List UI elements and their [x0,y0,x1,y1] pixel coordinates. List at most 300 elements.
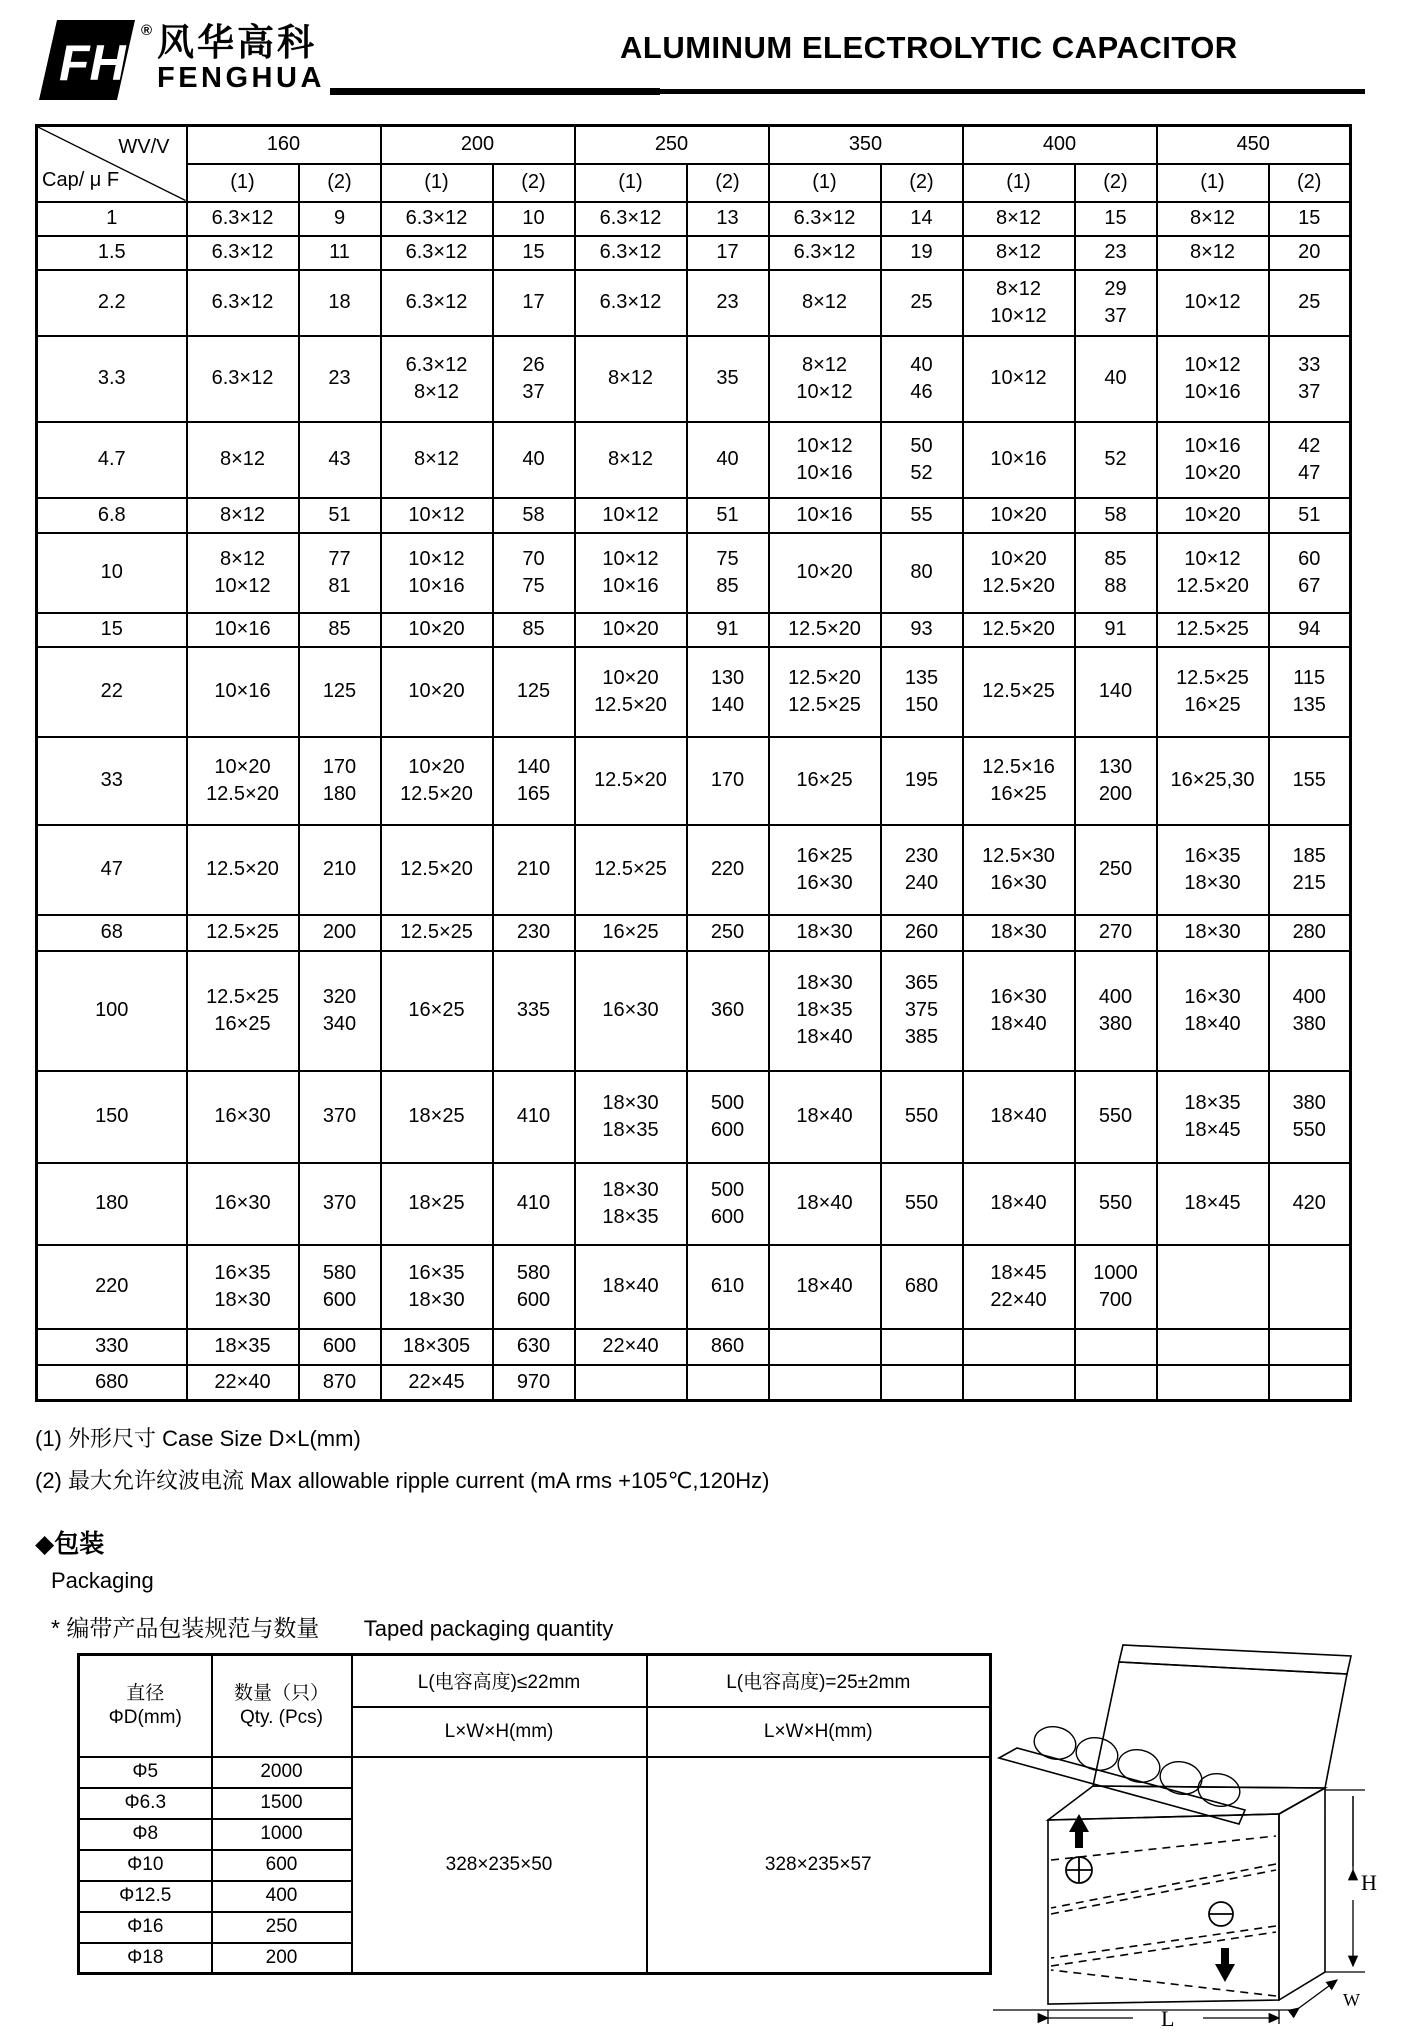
ripple-current-cell: 500 600 [687,1071,769,1163]
case-size-cell: 6.3×12 [381,270,493,336]
table-row [37,737,1351,825]
cap-value-cell: 1 [37,202,187,236]
case-size-cell: 10×16 [769,498,881,533]
ripple-current-cell: 9 [299,202,381,236]
case-size-cell: 8×12 [1157,236,1269,270]
table-row [37,1245,1351,1329]
ripple-current-cell: 125 [299,647,381,737]
ripple-current-cell: 250 [687,915,769,951]
case-size-cell: 12.5×25 [575,825,687,915]
case-size-cell: 16×25 [769,737,881,825]
case-size-cell: 18×30 [1157,915,1269,951]
ripple-current-cell: 610 [687,1245,769,1329]
case-size-cell: 6.3×12 [187,336,299,422]
ripple-current-cell: 26 37 [493,336,575,422]
case-size-cell: 16×30 18×40 [1157,951,1269,1071]
case-size-cell: 10×16 [187,613,299,647]
case-size-cell [1157,1365,1269,1401]
case-size-cell: 12.5×30 16×30 [963,825,1075,915]
ripple-current-cell: 94 [1269,613,1351,647]
case-size-cell: 10×16 [963,422,1075,498]
case-size-cell: 12.5×20 12.5×25 [769,647,881,737]
cap-value-cell: 180 [37,1163,187,1245]
ripple-current-cell: 14 [881,202,963,236]
cap-value-cell: 22 [37,647,187,737]
note-ripple-current: (2) 最大允许纹波电流 Max allowable ripple current (mA rms +105℃,120Hz) [35,1468,770,1493]
box-size-25-cell: 328×235×57 [647,1757,991,1974]
case-size-cell: 18×30 [963,915,1075,951]
case-size-cell: 16×25 16×30 [769,825,881,915]
registered-trademark-icon: ® [141,22,153,39]
ripple-current-cell: 410 [493,1163,575,1245]
ripple-current-cell: 115 135 [1269,647,1351,737]
quantity-cell: 400 [212,1881,352,1912]
diameter-cell: Φ10 [79,1850,212,1881]
case-size-cell: 6.3×12 [187,202,299,236]
case-size-cell: 10×20 12.5×20 [575,647,687,737]
svg-text:FH: FH [59,35,126,91]
case-size-cell: 18×30 18×35 [575,1163,687,1245]
voltage-header: 250 [575,126,769,164]
ripple-current-cell: 19 [881,236,963,270]
case-size-cell: 16×30 [575,951,687,1071]
cap-value-cell: 3.3 [37,336,187,422]
ripple-current-cell: 365 375 385 [881,951,963,1071]
ripple-current-cell: 380 550 [1269,1071,1351,1163]
subheader-cell: (2) [1075,164,1157,202]
diameter-cell: Φ12.5 [79,1881,212,1912]
case-size-cell [1157,1329,1269,1365]
subtitle-english: Taped packaging quantity [363,1616,614,1641]
table-row [37,1329,1351,1365]
ripple-current-cell: 410 [493,1071,575,1163]
subheader-cell: (1) [769,164,881,202]
case-size-cell: 18×35 18×45 [1157,1071,1269,1163]
case-size-cell: 18×30 18×35 [575,1071,687,1163]
case-size-cell: 10×16 [187,647,299,737]
case-size-cell: 18×45 22×40 [963,1245,1075,1329]
ripple-current-cell [687,1365,769,1401]
ripple-current-cell: 23 [687,270,769,336]
ripple-table [35,124,1352,1402]
down-arrow-icon [1215,1948,1235,1982]
case-size-cell [769,1365,881,1401]
case-size-cell: 10×12 10×16 [575,533,687,613]
ripple-current-cell: 85 [299,613,381,647]
quantity-cell: 1500 [212,1788,352,1819]
ripple-current-cell: 860 [687,1329,769,1365]
ripple-current-cell: 185 215 [1269,825,1351,915]
ripple-current-cell: 140 165 [493,737,575,825]
case-size-cell [963,1329,1075,1365]
ripple-current-cell [881,1365,963,1401]
voltage-header: 350 [769,126,963,164]
ripple-current-cell: 23 [1075,236,1157,270]
case-size-cell: 6.3×12 [187,270,299,336]
case-size-cell: 12.5×25 16×25 [187,951,299,1071]
case-size-cell: 10×12 10×16 [381,533,493,613]
case-size-cell: 8×12 [575,422,687,498]
ripple-current-cell: 360 [687,951,769,1071]
packaging-table [77,1653,992,1975]
ripple-current-cell: 55 [881,498,963,533]
table-row [37,951,1351,1071]
ripple-current-cell: 85 88 [1075,533,1157,613]
case-size-cell [1157,1245,1269,1329]
ripple-current-cell: 370 [299,1071,381,1163]
voltage-header: 450 [1157,126,1351,164]
case-size-cell: 18×25 [381,1071,493,1163]
case-size-cell: 10×12 [963,336,1075,422]
case-size-cell: 18×40 [769,1245,881,1329]
subheader-cell: (2) [881,164,963,202]
case-size-cell: 8×12 [381,422,493,498]
case-size-cell: 10×20 [381,647,493,737]
quantity-cell: 200 [212,1943,352,1974]
ripple-current-cell [1075,1329,1157,1365]
case-size-cell: 8×12 [769,270,881,336]
dimension-label-l: L [1161,2006,1175,2031]
case-size-cell: 12.5×20 [963,613,1075,647]
case-size-cell: 18×40 [575,1245,687,1329]
case-size-cell: 6.3×12 [575,202,687,236]
table-row [37,1071,1351,1163]
case-size-cell: 10×20 [381,613,493,647]
case-size-cell: 18×40 [769,1163,881,1245]
ripple-current-cell: 23 [299,336,381,422]
cap-value-cell: 68 [37,915,187,951]
ripple-current-cell: 17 [687,236,769,270]
case-size-cell: 10×12 [1157,270,1269,336]
ripple-current-cell: 970 [493,1365,575,1401]
case-size-cell: 16×35 18×30 [1157,825,1269,915]
ripple-current-cell [1075,1365,1157,1401]
ripple-current-cell: 370 [299,1163,381,1245]
table-notes [35,1418,1365,1502]
case-size-cell: 18×40 [963,1163,1075,1245]
ripple-current-cell [881,1329,963,1365]
case-size-cell: 8×12 10×12 [963,270,1075,336]
ripple-current-cell: 580 600 [299,1245,381,1329]
corner-voltage-label: WV/V [118,136,170,158]
case-size-cell: 22×45 [381,1365,493,1401]
ripple-current-cell: 70 75 [493,533,575,613]
logo-name-english: FENGHUA [157,62,325,94]
cap-value-cell: 4.7 [37,422,187,498]
ripple-current-cell: 320 340 [299,951,381,1071]
box-lid-fold [1119,1645,1351,1674]
ripple-current-cell: 580 600 [493,1245,575,1329]
subheader-cell: (1) [963,164,1075,202]
case-size-cell: 18×40 [769,1071,881,1163]
ripple-current-cell: 35 [687,336,769,422]
ripple-current-cell: 15 [1075,202,1157,236]
case-size-cell: 22×40 [187,1365,299,1401]
case-size-cell: 16×30 18×40 [963,951,1075,1071]
ripple-current-cell: 40 [687,422,769,498]
ripple-current-cell: 13 [687,202,769,236]
subheader-cell: (1) [1157,164,1269,202]
ripple-current-cell: 1000 700 [1075,1245,1157,1329]
ripple-current-cell: 280 [1269,915,1351,951]
ripple-current-cell: 260 [881,915,963,951]
diameter-cell: Φ6.3 [79,1788,212,1819]
ripple-current-cell: 43 [299,422,381,498]
case-size-cell: 10×12 [381,498,493,533]
ripple-current-cell: 91 [1075,613,1157,647]
case-size-cell: 12.5×25 [187,915,299,951]
voltage-header: 200 [381,126,575,164]
ripple-current-cell: 11 [299,236,381,270]
case-size-cell: 16×35 18×30 [187,1245,299,1329]
ripple-current-cell: 77 81 [299,533,381,613]
ripple-current-cell: 250 [1075,825,1157,915]
table-row [37,1163,1351,1245]
ripple-current-cell: 25 [881,270,963,336]
ripple-current-cell: 50 52 [881,422,963,498]
ripple-current-cell: 230 [493,915,575,951]
subheader-cell: (2) [1269,164,1351,202]
ripple-current-cell: 40 [1075,336,1157,422]
ripple-current-cell: 600 [299,1329,381,1365]
cap-value-cell: 2.2 [37,270,187,336]
ripple-current-cell: 500 600 [687,1163,769,1245]
case-size-cell: 10×20 [769,533,881,613]
ripple-current-cell: 125 [493,647,575,737]
logo-name-chinese: 风华高科 [157,22,317,63]
subheader-cell: (2) [299,164,381,202]
diameter-header: 直径 ΦD(mm) [79,1655,212,1757]
ripple-current-cell: 200 [299,915,381,951]
voltage-header-row [37,126,1351,164]
case-size-cell: 8×12 [187,498,299,533]
ripple-current-cell: 93 [881,613,963,647]
ripple-current-cell: 130 200 [1075,737,1157,825]
ripple-current-cell: 40 [493,422,575,498]
ripple-current-cell [1269,1365,1351,1401]
case-size-cell: 18×30 [769,915,881,951]
case-size-cell: 12.5×20 [187,825,299,915]
cap-value-cell: 15 [37,613,187,647]
case-size-cell: 18×30 18×35 18×40 [769,951,881,1071]
ripple-current-cell: 15 [1269,202,1351,236]
case-size-cell: 16×35 18×30 [381,1245,493,1329]
cap-value-cell: 680 [37,1365,187,1401]
case-size-cell: 8×12 10×12 [187,533,299,613]
case-size-cell: 18×40 [963,1071,1075,1163]
corner-capacitance-label: Cap/ μ F [42,168,120,191]
case-size-cell: 10×20 12.5×20 [187,737,299,825]
logo-text [157,24,325,93]
ripple-current-cell: 420 [1269,1163,1351,1245]
case-size-cell: 8×12 10×12 [769,336,881,422]
case-size-cell: 8×12 [1157,202,1269,236]
case-size-cell: 6.3×12 [187,236,299,270]
case-size-cell: 16×25,30 [1157,737,1269,825]
ripple-current-cell: 75 85 [687,533,769,613]
case-size-cell: 12.5×20 [381,825,493,915]
cap-value-cell: 47 [37,825,187,915]
case-size-cell: 12.5×20 [575,737,687,825]
ripple-current-cell: 51 [687,498,769,533]
ripple-current-cell: 155 [1269,737,1351,825]
ripple-current-cell: 550 [881,1071,963,1163]
ripple-current-cell: 20 [1269,236,1351,270]
table-row [37,1365,1351,1401]
case-size-cell: 6.3×12 [769,236,881,270]
quantity-cell: 250 [212,1912,352,1943]
packaging-block [35,1610,1377,2031]
height-le22-header: L(电容高度)≤22mm [352,1655,647,1707]
case-size-cell: 8×12 [963,236,1075,270]
table-row [37,202,1351,236]
case-size-cell: 12.5×16 16×25 [963,737,1075,825]
lwh-header-1: L×W×H(mm) [352,1707,647,1757]
subheader-cell: (2) [687,164,769,202]
table-row [37,613,1351,647]
case-size-cell: 6.3×12 8×12 [381,336,493,422]
quantity-cell: 1000 [212,1819,352,1850]
ripple-current-cell: 550 [1075,1163,1157,1245]
case-size-cell: 12.5×25 [381,915,493,951]
quantity-cell: 600 [212,1850,352,1881]
diameter-cell: Φ5 [79,1757,212,1788]
folded-tape-lines [1051,1836,1276,1996]
ripple-current-cell: 170 180 [299,737,381,825]
ripple-current-cell: 10 [493,202,575,236]
table-row [37,498,1351,533]
ripple-current-cell: 130 140 [687,647,769,737]
cap-value-cell: 330 [37,1329,187,1365]
ripple-current-cell: 58 [1075,498,1157,533]
case-size-cell [963,1365,1075,1401]
case-size-cell: 10×12 12.5×20 [1157,533,1269,613]
case-size-cell: 6.3×12 [769,202,881,236]
case-size-cell: 12.5×25 16×25 [1157,647,1269,737]
case-size-cell [575,1365,687,1401]
case-size-cell: 6.3×12 [575,270,687,336]
table-row [37,647,1351,737]
ripple-current-cell: 195 [881,737,963,825]
ripple-current-cell: 630 [493,1329,575,1365]
box-side-face [1279,1788,1325,2000]
diameter-cell: Φ18 [79,1943,212,1974]
cap-value-cell: 10 [37,533,187,613]
case-size-cell: 10×12 [575,498,687,533]
table-row [37,236,1351,270]
dimension-label-h: H [1361,1870,1377,1895]
case-size-cell: 10×20 12.5×20 [963,533,1075,613]
subheader-cell: (1) [575,164,687,202]
capacitor-row [1031,1723,1243,1810]
case-size-cell: 6.3×12 [381,236,493,270]
box-size-le22-cell: 328×235×50 [352,1757,647,1974]
packaging-title-en: Packaging [51,1568,154,1593]
case-size-cell: 12.5×25 [963,647,1075,737]
case-size-cell: 18×25 [381,1163,493,1245]
fenghua-logo-mark [35,18,139,102]
ripple-current-cell: 210 [299,825,381,915]
case-size-cell: 22×40 [575,1329,687,1365]
table-row [37,336,1351,422]
ripple-current-cell: 91 [687,613,769,647]
case-size-cell: 8×12 [575,336,687,422]
ripple-current-cell: 52 [1075,422,1157,498]
ripple-current-cell: 680 [881,1245,963,1329]
ripple-current-cell: 80 [881,533,963,613]
note-case-size: (1) 外形尺寸 Case Size D×L(mm) [35,1426,361,1451]
ripple-current-cell: 17 [493,270,575,336]
ripple-current-cell: 335 [493,951,575,1071]
case-size-cell: 16×30 [187,1071,299,1163]
ripple-current-cell: 170 [687,737,769,825]
corner-cell [37,126,187,202]
quantity-cell: 2000 [212,1757,352,1788]
case-size-cell: 8×12 [187,422,299,498]
ripple-current-cell: 210 [493,825,575,915]
cap-value-cell: 1.5 [37,236,187,270]
table-row [37,825,1351,915]
case-size-cell: 18×35 [187,1329,299,1365]
voltage-header: 400 [963,126,1157,164]
subtitle-star: * [51,1615,60,1641]
ripple-current-cell: 60 67 [1269,533,1351,613]
ripple-current-cell: 51 [1269,498,1351,533]
case-size-cell: 10×20 [1157,498,1269,533]
ripple-current-cell: 550 [1075,1071,1157,1163]
table-row [37,270,1351,336]
case-size-cell: 12.5×20 [769,613,881,647]
case-size-cell: 10×12 10×16 [1157,336,1269,422]
case-size-cell: 10×20 [963,498,1075,533]
subheader-cell: (2) [493,164,575,202]
cap-value-cell: 6.8 [37,498,187,533]
case-size-cell: 12.5×25 [1157,613,1269,647]
case-size-cell: 16×25 [381,951,493,1071]
cap-value-cell: 220 [37,1245,187,1329]
ripple-current-cell: 51 [299,498,381,533]
ripple-current-cell: 18 [299,270,381,336]
subheader-cell: (1) [187,164,299,202]
ripple-current-cell [1269,1329,1351,1365]
ripple-current-cell: 270 [1075,915,1157,951]
subheader-row [37,164,1351,202]
packaging-box-diagram [993,1618,1403,2031]
height-25-header: L(电容高度)=25±2mm [647,1655,991,1707]
ripple-current-cell: 58 [493,498,575,533]
case-size-cell: 6.3×12 [575,236,687,270]
ripple-current-cell: 400 380 [1269,951,1351,1071]
case-size-cell: 10×12 10×16 [769,422,881,498]
case-size-cell: 16×30 [187,1163,299,1245]
ripple-current-cell: 33 37 [1269,336,1351,422]
fenghua-logo [35,18,325,102]
case-size-cell: 8×12 [963,202,1075,236]
case-size-cell: 10×20 12.5×20 [381,737,493,825]
table-row [37,533,1351,613]
case-size-cell: 6.3×12 [381,202,493,236]
ripple-current-cell [1269,1245,1351,1329]
case-size-cell: 10×20 [575,613,687,647]
lwh-header-2: L×W×H(mm) [647,1707,991,1757]
subtitle-chinese: 编带产品包装规范与数量 [66,1615,320,1641]
ripple-current-cell: 25 [1269,270,1351,336]
packaging-header-row [79,1655,991,1707]
quantity-header: 数量（只） Qty. (Pcs) [212,1655,352,1757]
ripple-current-cell: 29 37 [1075,270,1157,336]
subheader-cell: (1) [381,164,493,202]
case-size-cell: 18×45 [1157,1163,1269,1245]
